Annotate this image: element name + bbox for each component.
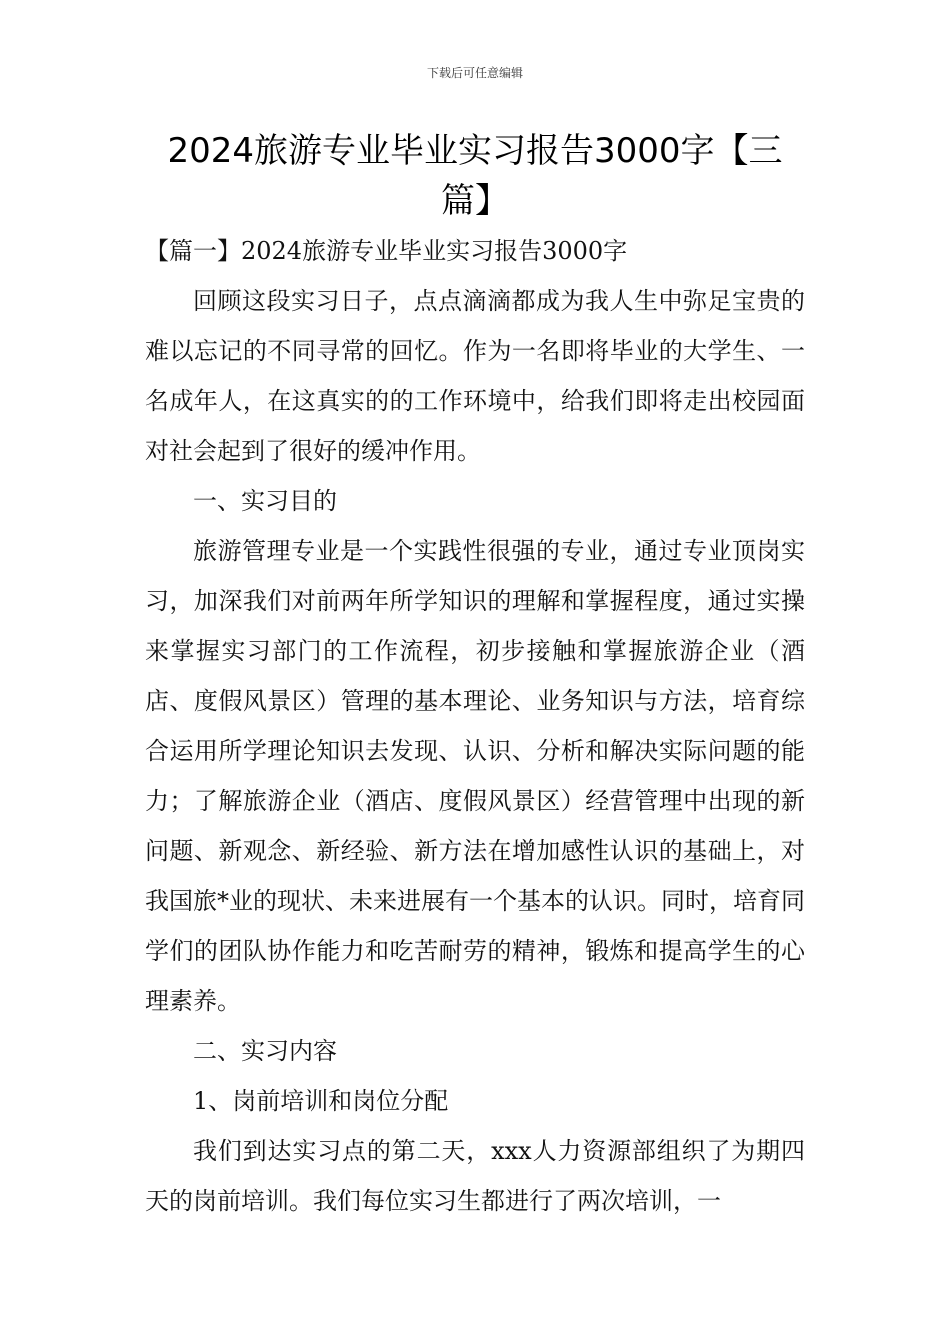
heading-internship-purpose: 一、实习目的 (193, 487, 337, 515)
document-body (145, 226, 805, 1226)
subheading-pre-job-training: 1、岗前培训和岗位分配 (193, 1087, 449, 1115)
paragraph-intro: 回顾这段实习日子，点点滴滴都成为我人生中弥足宝贵的难以忘记的不同寻常的回忆。作为一名即将毕业的大学生、一名成年人，在这真实的的工作环境中，给我们即将走出校园面对社会起到了很好的缓冲作用。 (145, 287, 805, 465)
paragraph-pre-job-training: 我们到达实习点的第二天，xxx人力资源部组织了为期四天的岗前培训。我们每位实习生都进行了两次培训，一 (145, 1137, 805, 1215)
heading-internship-content: 二、实习内容 (193, 1037, 337, 1065)
document-title: 2024旅游专业毕业实习报告3000字【三篇】 (167, 131, 783, 221)
paragraph-internship-purpose: 旅游管理专业是一个实践性很强的专业，通过专业顶岗实习，加深我们对前两年所学知识的理解和掌握程度，通过实操来掌握实习部门的工作流程，初步接触和掌握旅游企业（酒店、度假风景区）管理的基本理论、业务知识与方法，培育综合运用所学理论知识去发现、认识、分析和解决实际问题的能力；了解旅游企业（酒店、度假风景区）经营管理中出现的新问题、新观念、新经验、新方法在增加感性认识的基础上，对我国旅*业的现状、未来进展有一个基本的认识。同时，培育同学们的团队协作能力和吃苦耐劳的精神，锻炼和提高学生的心理素养。 (145, 537, 805, 1015)
page-header-note: 下载后可任意编辑 (426, 66, 523, 80)
section-heading: 【篇一】2024旅游专业毕业实习报告3000字 (145, 237, 628, 265)
